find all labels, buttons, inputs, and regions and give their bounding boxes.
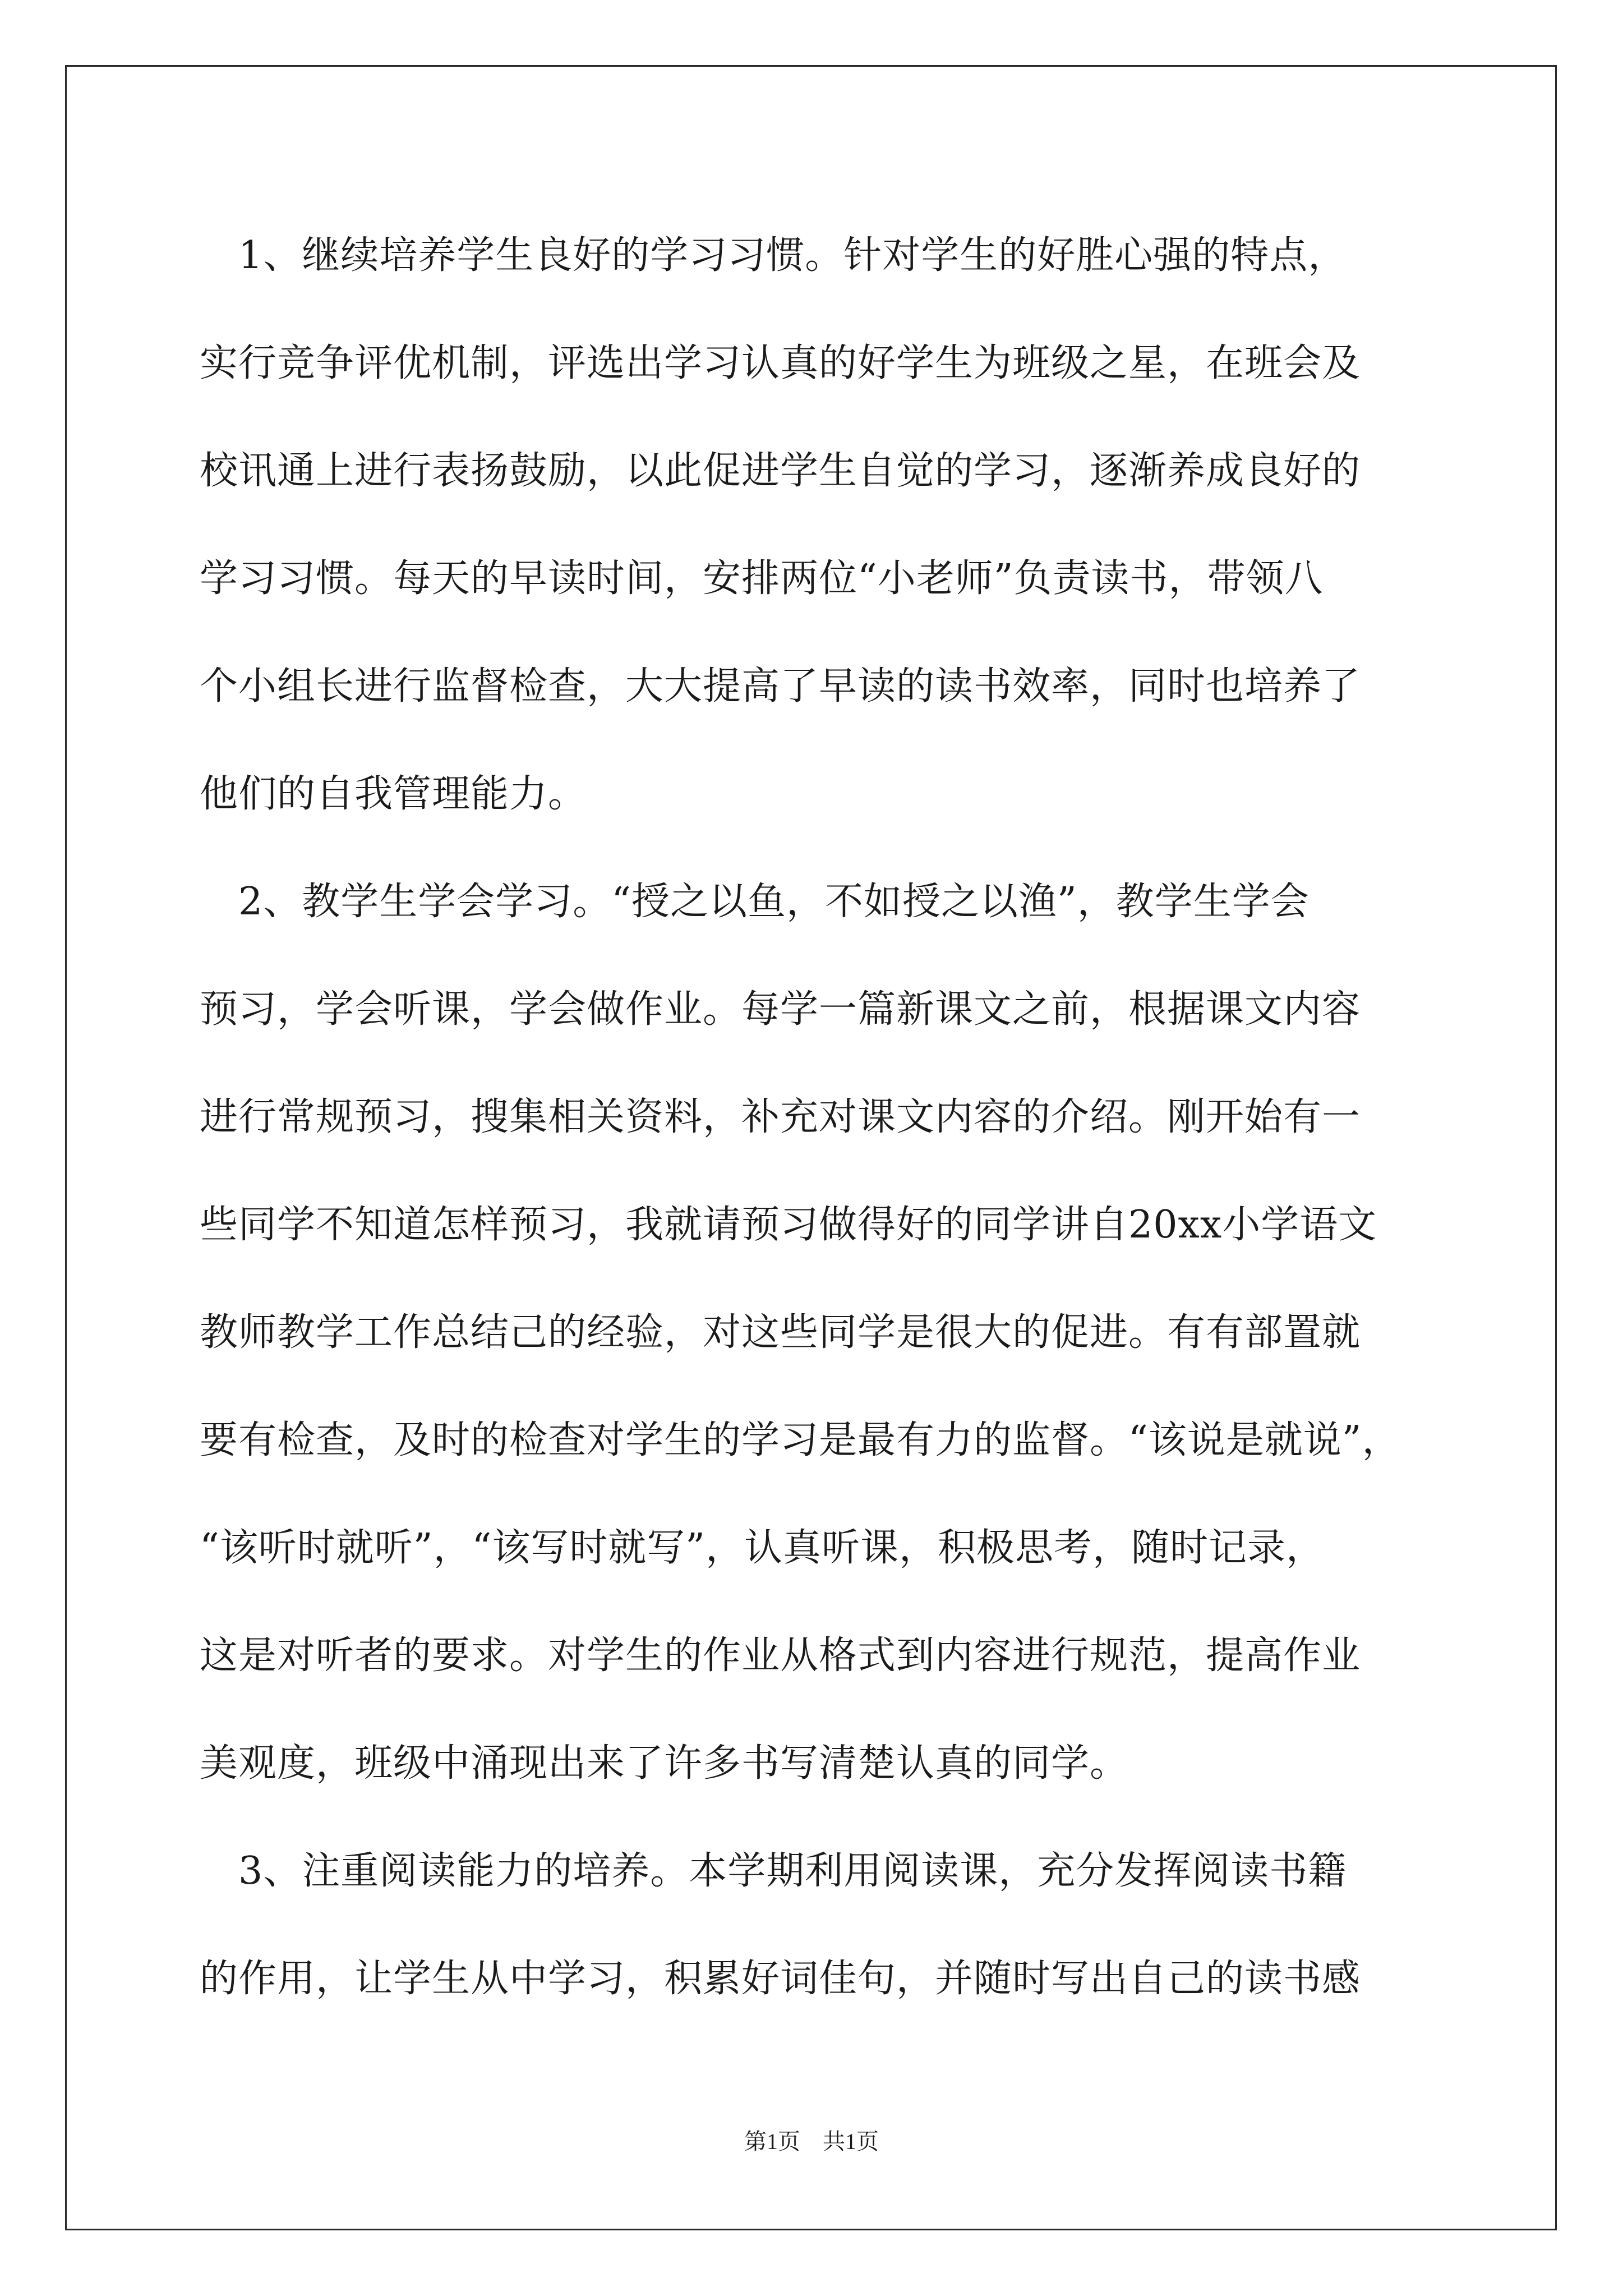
text-line: 1、继续培养学生良好的学习习惯。针对学生的好胜心强的特点，	[200, 233, 1347, 278]
text-line: 预习，学会听课，学会做作业。每学一篇新课文之前，根据课文内容	[200, 987, 1361, 1032]
page-footer: 第1页 共1页	[744, 2129, 879, 2154]
text-line: 个小组长进行监督检查，大大提高了早读的读书效率，同时也培养了	[200, 664, 1361, 708]
text-line: 这是对听者的要求。对学生的作业从格式到内容进行规范，提高作业	[200, 1634, 1361, 1678]
text-line: 些同学不知道怎样预习，我就请预习做得好的同学讲自20xx小学语文	[200, 1203, 1377, 1247]
text-line: 进行常规预习，搜集相关资料，补充对课文内容的介绍。刚开始有一	[200, 1095, 1361, 1139]
text-line: 2、教学生学会学习。“授之以鱼，不如授之以渔”，教学生学会	[200, 880, 1310, 924]
document-body	[200, 202, 1422, 2033]
text-line: 3、注重阅读能力的培养。本学期利用阅读课，充分发挥阅读书籍	[200, 1849, 1347, 1893]
text-line: 美观度，班级中涌现出来了许多书写清楚认真的同学。	[200, 1741, 1129, 1786]
text-line: 校讯通上进行表扬鼓励，以此促进学生自觉的学习，逐渐养成良好的	[200, 449, 1361, 493]
text-line: 要有检查，及时的检查对学生的学习是最有力的监督。“该说是就说”，	[200, 1418, 1401, 1462]
text-line: 实行竞争评优机制，评选出学习认真的好学生为班级之星，在班会及	[200, 341, 1361, 385]
text-line: “该听时就听”，“该写时就写”，认真听课，积极思考，随时记录，	[200, 1526, 1325, 1570]
text-line: 学习习惯。每天的早读时间，安排两位“小老师”负责读书，带领八	[200, 556, 1324, 601]
text-line: 教师教学工作总结己的经验，对这些同学是很大的促进。有有部置就	[200, 1310, 1361, 1355]
text-line: 的作用，让学生从中学习，积累好词佳句，并随时写出自己的读书感	[200, 1957, 1361, 2001]
text-line: 他们的自我管理能力。	[200, 772, 587, 816]
